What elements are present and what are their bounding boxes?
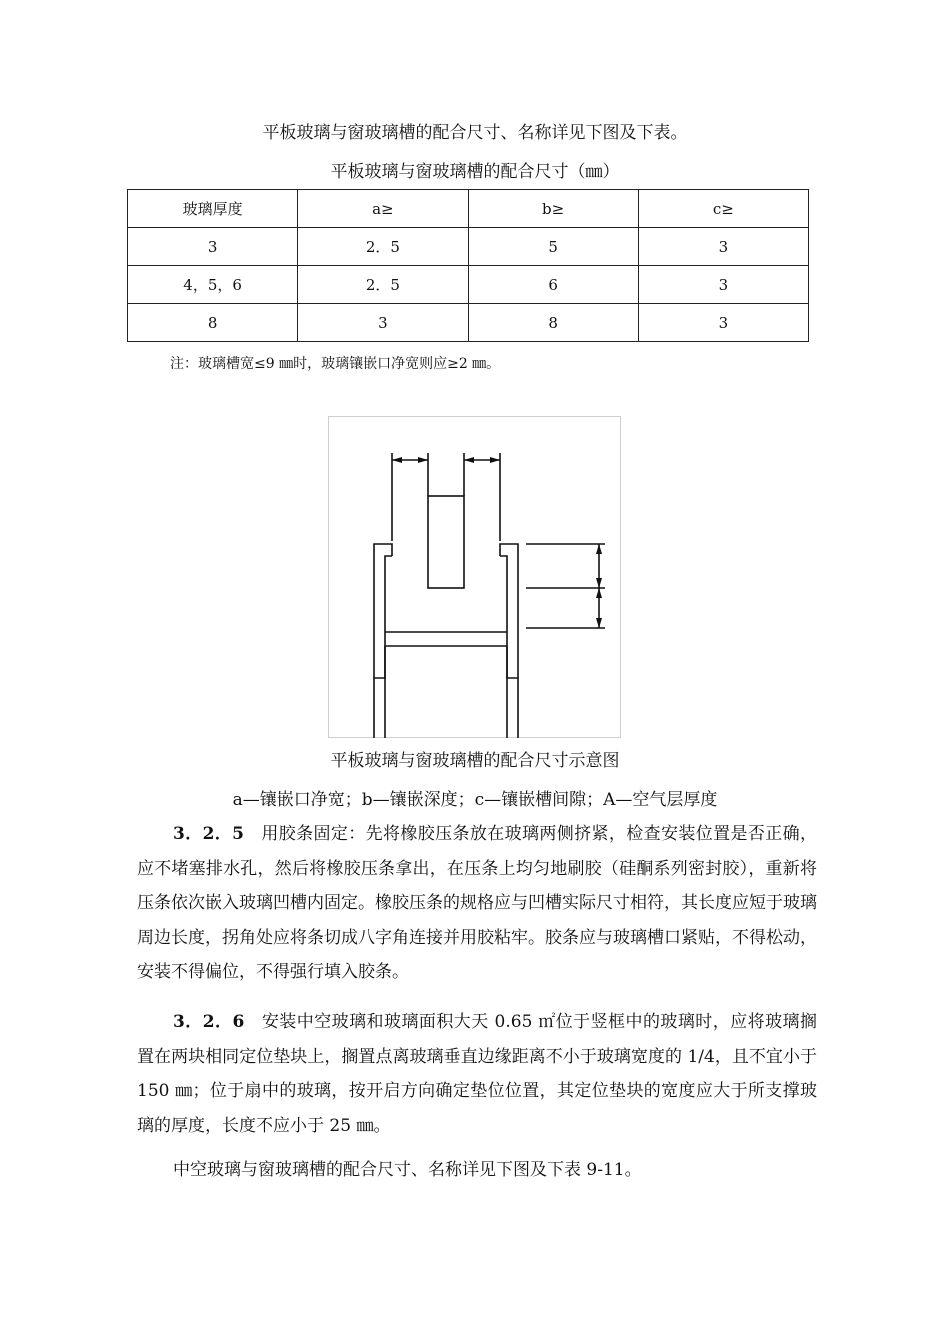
- intro-paragraph: 平板玻璃与窗玻璃槽的配合尺寸、名称详见下图及下表。: [262, 123, 688, 143]
- table-cell: 2．5: [298, 266, 468, 304]
- channel-right-lip: [500, 544, 518, 678]
- section-paragraph: [137, 817, 817, 990]
- glass-pane: [428, 496, 464, 588]
- section-text: 安装中空玻璃和玻璃面积大天 0.65 ㎡位于竖框中的玻璃时，应将玻璃搁置在两块相同定位垫块上，搁置点离玻璃垂直边缘距离不小于玻璃宽度的 1/4，且不宜小于 150 ㎜；位于扇中的玻璃，按开启方向确定垫位位置，其定位垫块的宽度应大于所支撑玻璃的厚度，长度不应小于 25 ㎜。: [137, 1012, 817, 1136]
- table-cell: 3: [128, 228, 298, 266]
- table-header-cell: 玻璃厚度: [128, 190, 298, 228]
- table-cell: 2．5: [298, 228, 468, 266]
- table-cell: 3: [298, 304, 468, 342]
- table-header-cell: b≥: [468, 190, 638, 228]
- section-text: 用胶条固定：先将橡胶压条放在玻璃两侧挤紧，检查安装位置是否正确，应不堵塞排水孔，然后将橡胶压条拿出，在压条上均匀地刷胶（硅酮系列密封胶），重新将压条依次嵌入玻璃凹槽内固定。橡胶压条的规格应与凹槽实际尺寸相符，其长度应短于玻璃周边长度，拐角处应将条切成八字角连接并用胶粘牢。胶条应与玻璃槽口紧贴，不得松动，安装不得偏位，不得强行填入胶条。: [137, 824, 817, 982]
- arrowhead: [596, 578, 602, 588]
- table-cell: 6: [468, 266, 638, 304]
- table-cell: 3: [638, 228, 808, 266]
- table-cell: 5: [468, 228, 638, 266]
- table-cell: 4，5，6: [128, 266, 298, 304]
- arrowhead: [596, 544, 602, 554]
- table-cell: 3: [638, 304, 808, 342]
- table-cell: 8: [128, 304, 298, 342]
- table-header-cell: a≥: [298, 190, 468, 228]
- arrowhead: [490, 457, 500, 463]
- table-title: 平板玻璃与窗玻璃槽的配合尺寸（㎜）: [330, 162, 620, 182]
- section-number: 3．2．5: [173, 824, 244, 844]
- arrowhead: [596, 618, 602, 628]
- table-cell: 3: [638, 266, 808, 304]
- table-header-cell: c≥: [638, 190, 808, 228]
- figure-caption: 平板玻璃与窗玻璃槽的配合尺寸示意图: [330, 751, 620, 771]
- section-number: 3．2．6: [173, 1012, 245, 1032]
- figure-legend: a—镶嵌口净宽；b—镶嵌深度；c—镶嵌槽间隙；A—空气层厚度: [232, 790, 718, 810]
- channel-left-lip: [374, 544, 392, 678]
- arrowhead: [596, 588, 602, 598]
- arrowhead: [418, 457, 428, 463]
- closing-text: 中空玻璃与窗玻璃槽的配合尺寸、名称详见下图及下表 9-11。: [173, 1160, 642, 1180]
- section-paragraph: [137, 1005, 817, 1143]
- closing-paragraph: [137, 1153, 817, 1188]
- table-note: 注：玻璃槽宽≤9 ㎜时，玻璃镶嵌口净宽则应≥2 ㎜。: [170, 356, 501, 372]
- arrowhead: [464, 457, 474, 463]
- table-cell: 8: [468, 304, 638, 342]
- arrowhead: [392, 457, 402, 463]
